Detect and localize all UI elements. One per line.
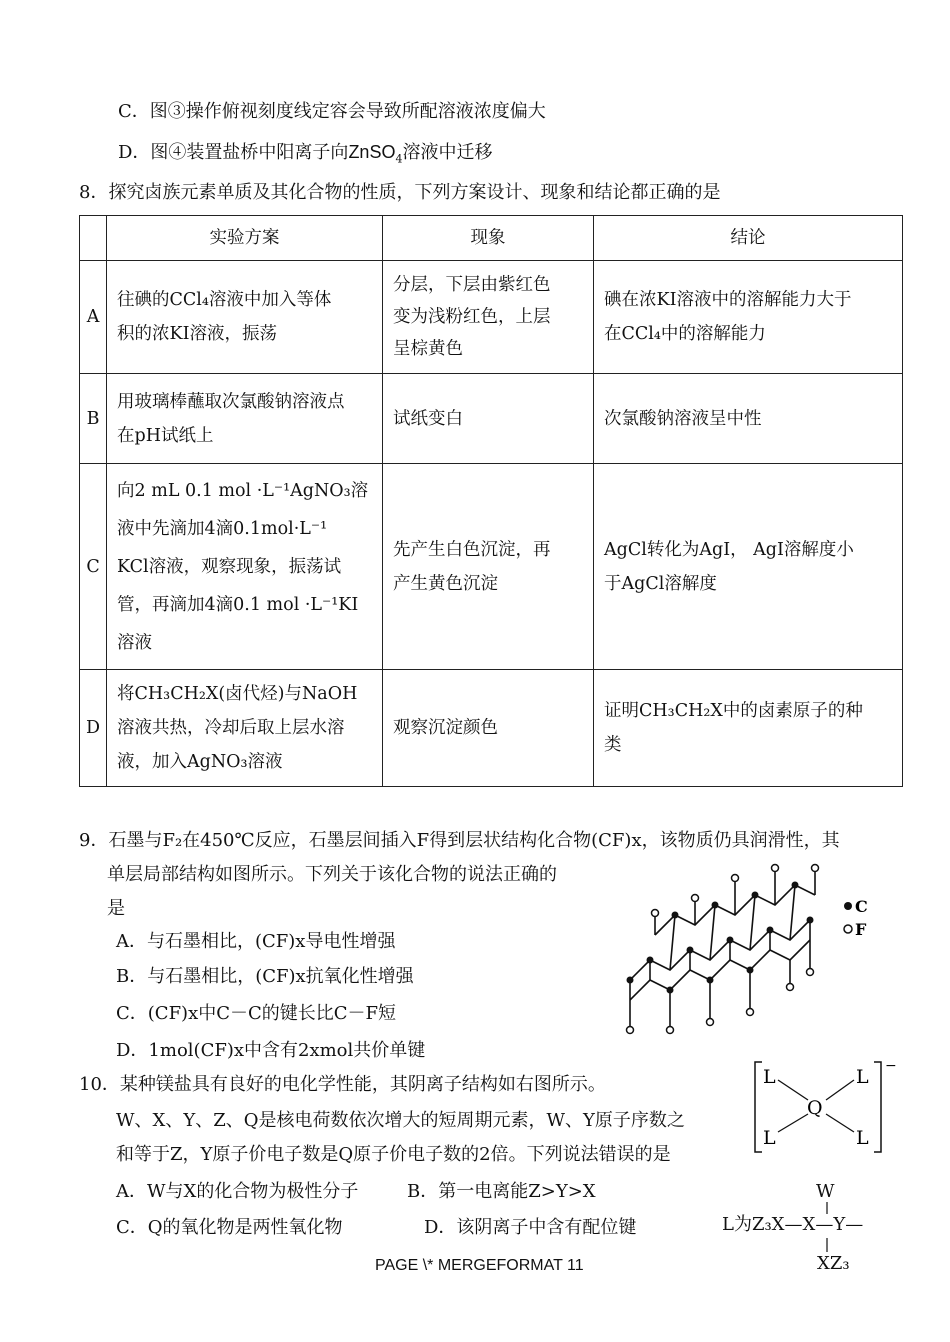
fluorine-atom <box>807 969 814 976</box>
l-def-prefix: L为Z₃X— <box>722 1214 803 1235</box>
carbon-atom <box>687 947 694 954</box>
phenomenon-line: 分层，下层由紫红色 <box>393 275 551 295</box>
phenomenon-line: 试纸变白 <box>393 408 464 429</box>
q9-stem-line2: 单层局部结构如图所示。下列关于该化合物的说法正确的 <box>107 864 557 885</box>
cf-structure-diagram <box>610 860 880 1040</box>
l-def-x: X <box>802 1214 816 1235</box>
fluorine-atom <box>732 875 739 882</box>
phenomenon-line: 观察沉淀颜色 <box>393 718 499 738</box>
carbon-atom <box>767 927 774 934</box>
bracket-right <box>874 1062 881 1152</box>
plan-line: 溶液共热，冷却后取上层水溶 <box>117 718 345 738</box>
row-plan <box>107 374 383 464</box>
phenomenon-line: 先产生白色沉淀，再 <box>393 539 551 560</box>
fluorine-atom <box>667 1027 674 1034</box>
q10-option-d: D．该阴离子中含有配位键 <box>424 1217 637 1238</box>
q9-stem-line3: 是 <box>107 898 125 919</box>
plan-line: 管，再滴加4滴0.1 mol ·L⁻¹KI <box>117 594 359 615</box>
option-c-prev: C．图③操作俯视刻度线定容会导致所配溶液浓度偏大 <box>118 101 546 122</box>
bond <box>670 915 675 970</box>
carbon-atom <box>672 912 679 919</box>
row-plan <box>107 261 383 374</box>
plan-line: 液，加入AgNO₃溶液 <box>117 752 283 772</box>
bond <box>710 905 715 960</box>
carbon-atom <box>712 902 719 909</box>
plan-line: 往碘的CCl₄溶液中加入等体 <box>117 290 332 310</box>
q8-table <box>79 215 903 787</box>
page-footer: PAGE \* MERGEFORMAT 11 <box>375 1257 584 1274</box>
bond <box>778 1080 808 1100</box>
bracket-left <box>755 1062 762 1152</box>
fluorine-atom <box>747 1009 754 1016</box>
q8-stem: 8．探究卤族元素单质及其化合物的性质，下列方案设计、现象和结论都正确的是 <box>79 182 721 203</box>
conclusion-line: 次氯酸钠溶液呈中性 <box>604 408 762 429</box>
carbon-atom <box>707 977 714 984</box>
carbon-atom <box>792 882 799 889</box>
legend-carbon-label: C <box>855 897 868 916</box>
conclusion-line: 类 <box>604 735 622 755</box>
fluorine-atom <box>772 865 779 872</box>
carbon-atom <box>807 917 814 924</box>
carbon-atom <box>727 937 734 944</box>
charge: − <box>885 1058 897 1074</box>
row-conclusion <box>594 464 903 670</box>
row-phenomenon <box>383 464 594 670</box>
q10-option-c: C．Q的氧化物是两性氧化物 <box>116 1217 343 1238</box>
option-d-sub: 4 <box>395 152 403 166</box>
plan-line: 将CH₃CH₂X(卤代烃)与NaOH <box>117 684 358 704</box>
phenomenon-line: 产生黄色沉淀 <box>393 573 499 594</box>
legend-carbon-dot <box>844 902 852 910</box>
q10-option-a: A．W与X的化合物为极性分子 <box>116 1181 359 1202</box>
q10-stem-line2: W、X、Y、Z、Q是核电荷数依次增大的短周期元素，W、Y原子序数之 <box>116 1110 685 1131</box>
legend-fluorine-dot <box>844 925 852 933</box>
plan-line: 在pH试纸上 <box>117 425 214 446</box>
option-d-prefix: D．图④装置盐桥中阳离子向 <box>118 142 349 163</box>
bond <box>826 1114 854 1132</box>
row-conclusion <box>594 261 903 374</box>
option-d-prev <box>118 140 492 172</box>
plan-line: 液中先滴加4滴0.1mol·L⁻¹ <box>117 518 328 539</box>
q9-option-c: C．(CF)x中C－C的键长比C－F短 <box>116 1003 397 1024</box>
q10-option-b: B．第一电离能Z>Y>X <box>407 1181 596 1202</box>
row-label: B <box>80 374 107 464</box>
row-conclusion <box>594 374 903 464</box>
ligand-l: L <box>763 1127 776 1149</box>
bond <box>778 1114 808 1132</box>
header-plan: 实验方案 <box>107 216 383 261</box>
option-d-formula: ZnSO <box>348 142 396 162</box>
row-conclusion <box>594 670 903 787</box>
l-def-y: —Y— <box>815 1214 864 1235</box>
fluorine-atom <box>707 1019 714 1026</box>
bond <box>826 1080 854 1100</box>
plan-line: 用玻璃棒蘸取次氯酸钠溶液点 <box>117 391 345 412</box>
row-label: C <box>80 464 107 670</box>
cf-bonds <box>630 870 815 1028</box>
fluorine-atom <box>787 984 794 991</box>
row-label: A <box>80 261 107 374</box>
bond <box>750 895 755 950</box>
fluorine-atom <box>627 1027 634 1034</box>
fluorine-atom <box>692 895 699 902</box>
legend-fluorine-label: F <box>855 920 867 939</box>
carbon-atom <box>747 967 754 974</box>
row-phenomenon <box>383 670 594 787</box>
carbon-atom <box>752 892 759 899</box>
anion-structure-diagram <box>750 1058 910 1158</box>
fluorine-atom <box>812 865 819 872</box>
plan-line: 向2 mL 0.1 mol ·L⁻¹AgNO₃溶 <box>117 480 369 501</box>
carbon-atom <box>647 957 654 964</box>
fluorine-atom <box>652 910 659 917</box>
center-q: Q <box>807 1097 823 1119</box>
conclusion-line: AgCl转化为AgI， AgI溶解度小 <box>604 539 854 560</box>
q9-option-a: A．与石墨相比，(CF)x导电性增强 <box>116 931 396 952</box>
phenomenon-line: 呈棕黄色 <box>393 339 464 359</box>
conclusion-line: 碘在浓KI溶液中的溶解能力大于 <box>604 290 852 310</box>
q10-stem-line1: 10．某种镁盐具有良好的电化学性能，其阴离子结构如右图所示。 <box>79 1074 606 1095</box>
header-conclusion: 结论 <box>594 216 903 261</box>
conclusion-line: 证明CH₃CH₂X中的卤素原子的种 <box>604 701 863 721</box>
plan-line: KCl溶液，观察现象，振荡试 <box>117 556 342 577</box>
q9-option-b: B．与石墨相比，(CF)x抗氧化性增强 <box>116 966 414 987</box>
row-phenomenon <box>383 261 594 374</box>
ligand-l: L <box>856 1066 869 1088</box>
carbon-atom <box>627 977 634 984</box>
ligand-l: L <box>763 1066 776 1088</box>
q9-stem-line1: 9．石墨与F₂在450℃反应，石墨层间插入F得到层状结构化合物(CF)x，该物质仍具润滑性，其 <box>79 830 840 851</box>
ligand-l: L <box>856 1127 869 1149</box>
header-blank <box>80 216 107 261</box>
table-header-row <box>80 216 903 261</box>
phenomenon-line: 变为浅粉红色，上层 <box>393 307 551 327</box>
row-plan <box>107 464 383 670</box>
table-row <box>80 670 903 787</box>
conclusion-line: 于AgCl溶解度 <box>604 573 717 594</box>
table-row <box>80 374 903 464</box>
l-def-w: W <box>816 1181 835 1202</box>
l-definition <box>722 1213 863 1237</box>
plan-line: 溶液 <box>117 632 153 653</box>
l-def-xz3: XZ₃ <box>817 1253 850 1274</box>
plan-line: 积的浓KI溶液，振荡 <box>117 324 278 344</box>
conclusion-line: 在CCl₄中的溶解能力 <box>604 324 766 344</box>
q9-option-d: D．1mol(CF)x中含有2xmol共价单键 <box>116 1040 426 1061</box>
row-label: D <box>80 670 107 787</box>
row-phenomenon <box>383 374 594 464</box>
table-row <box>80 464 903 670</box>
header-phenomenon: 现象 <box>383 216 594 261</box>
table-row <box>80 261 903 374</box>
l-def-bonds <box>822 1200 832 1260</box>
option-d-suffix: 溶液中迁移 <box>402 142 493 163</box>
q10-stem-line3: 和等于Z，Y原子价电子数是Q原子价电子数的2倍。下列说法错误的是 <box>116 1144 671 1165</box>
carbon-atom <box>667 987 674 994</box>
bond <box>790 885 795 940</box>
row-plan <box>107 670 383 787</box>
